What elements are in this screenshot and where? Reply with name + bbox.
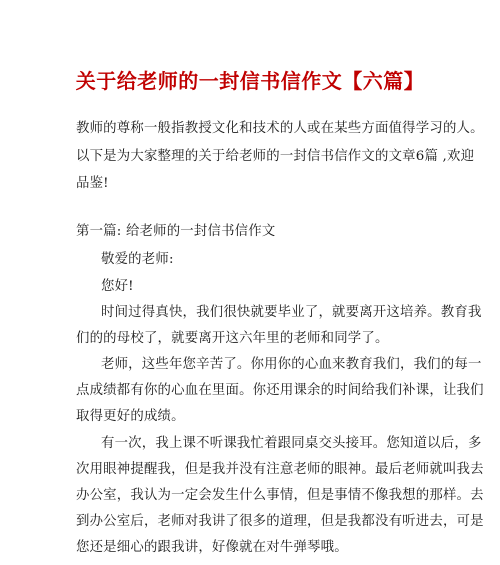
section-heading: 第一篇: 给老师的一封信书信作文: [76, 224, 276, 239]
paragraph-line: 老师，这些年您辛苦了。你用你的心血来教育我们，我们的每一: [101, 357, 482, 372]
intro-line: 以下是为大家整理的关于给老师的一封信书信作文的文章6篇 ,欢迎: [76, 149, 475, 164]
document-title: 关于给老师的一封信书信作文【六篇】: [75, 69, 425, 93]
paragraph-line: 时间过得真快，我们很快就要毕业了，就要离开这培养。教育我: [101, 305, 482, 320]
intro-line: 教师的尊称一般指教授文化和技术的人或在某些方面值得学习的人。: [76, 121, 484, 136]
paragraph-line: 到办公室后，老师对我讲了很多的道理，但是我都没有听进去，可是: [76, 514, 484, 529]
paragraph-line: 办公室，我认为一定会发生什么事情，但是事情不像我想的那样。去: [76, 488, 484, 503]
paragraph-line: 取得更好的成绩。: [76, 409, 185, 424]
paragraph-line: 您还是细心的跟我讲，好像就在对牛弹琴哦。: [76, 540, 348, 555]
paragraph-line: 有一次，我上课不听课我忙着跟同桌交头接耳。您知道以后，多: [101, 436, 482, 451]
intro-line: 品鉴!: [76, 176, 109, 191]
paragraph-line: 次用眼神提醒我，但是我并没有注意老师的眼神。最后老师就叫我去: [76, 462, 484, 477]
paragraph-line: 点成绩都有你的心血在里面。你还用课余的时间给我们补课，让我们: [76, 383, 484, 398]
greeting: 您好!: [101, 279, 134, 294]
paragraph-line: 们的的母校了，就要离开这六年里的老师和同学了。: [76, 331, 389, 346]
salutation: 敬爱的老师:: [101, 252, 174, 267]
